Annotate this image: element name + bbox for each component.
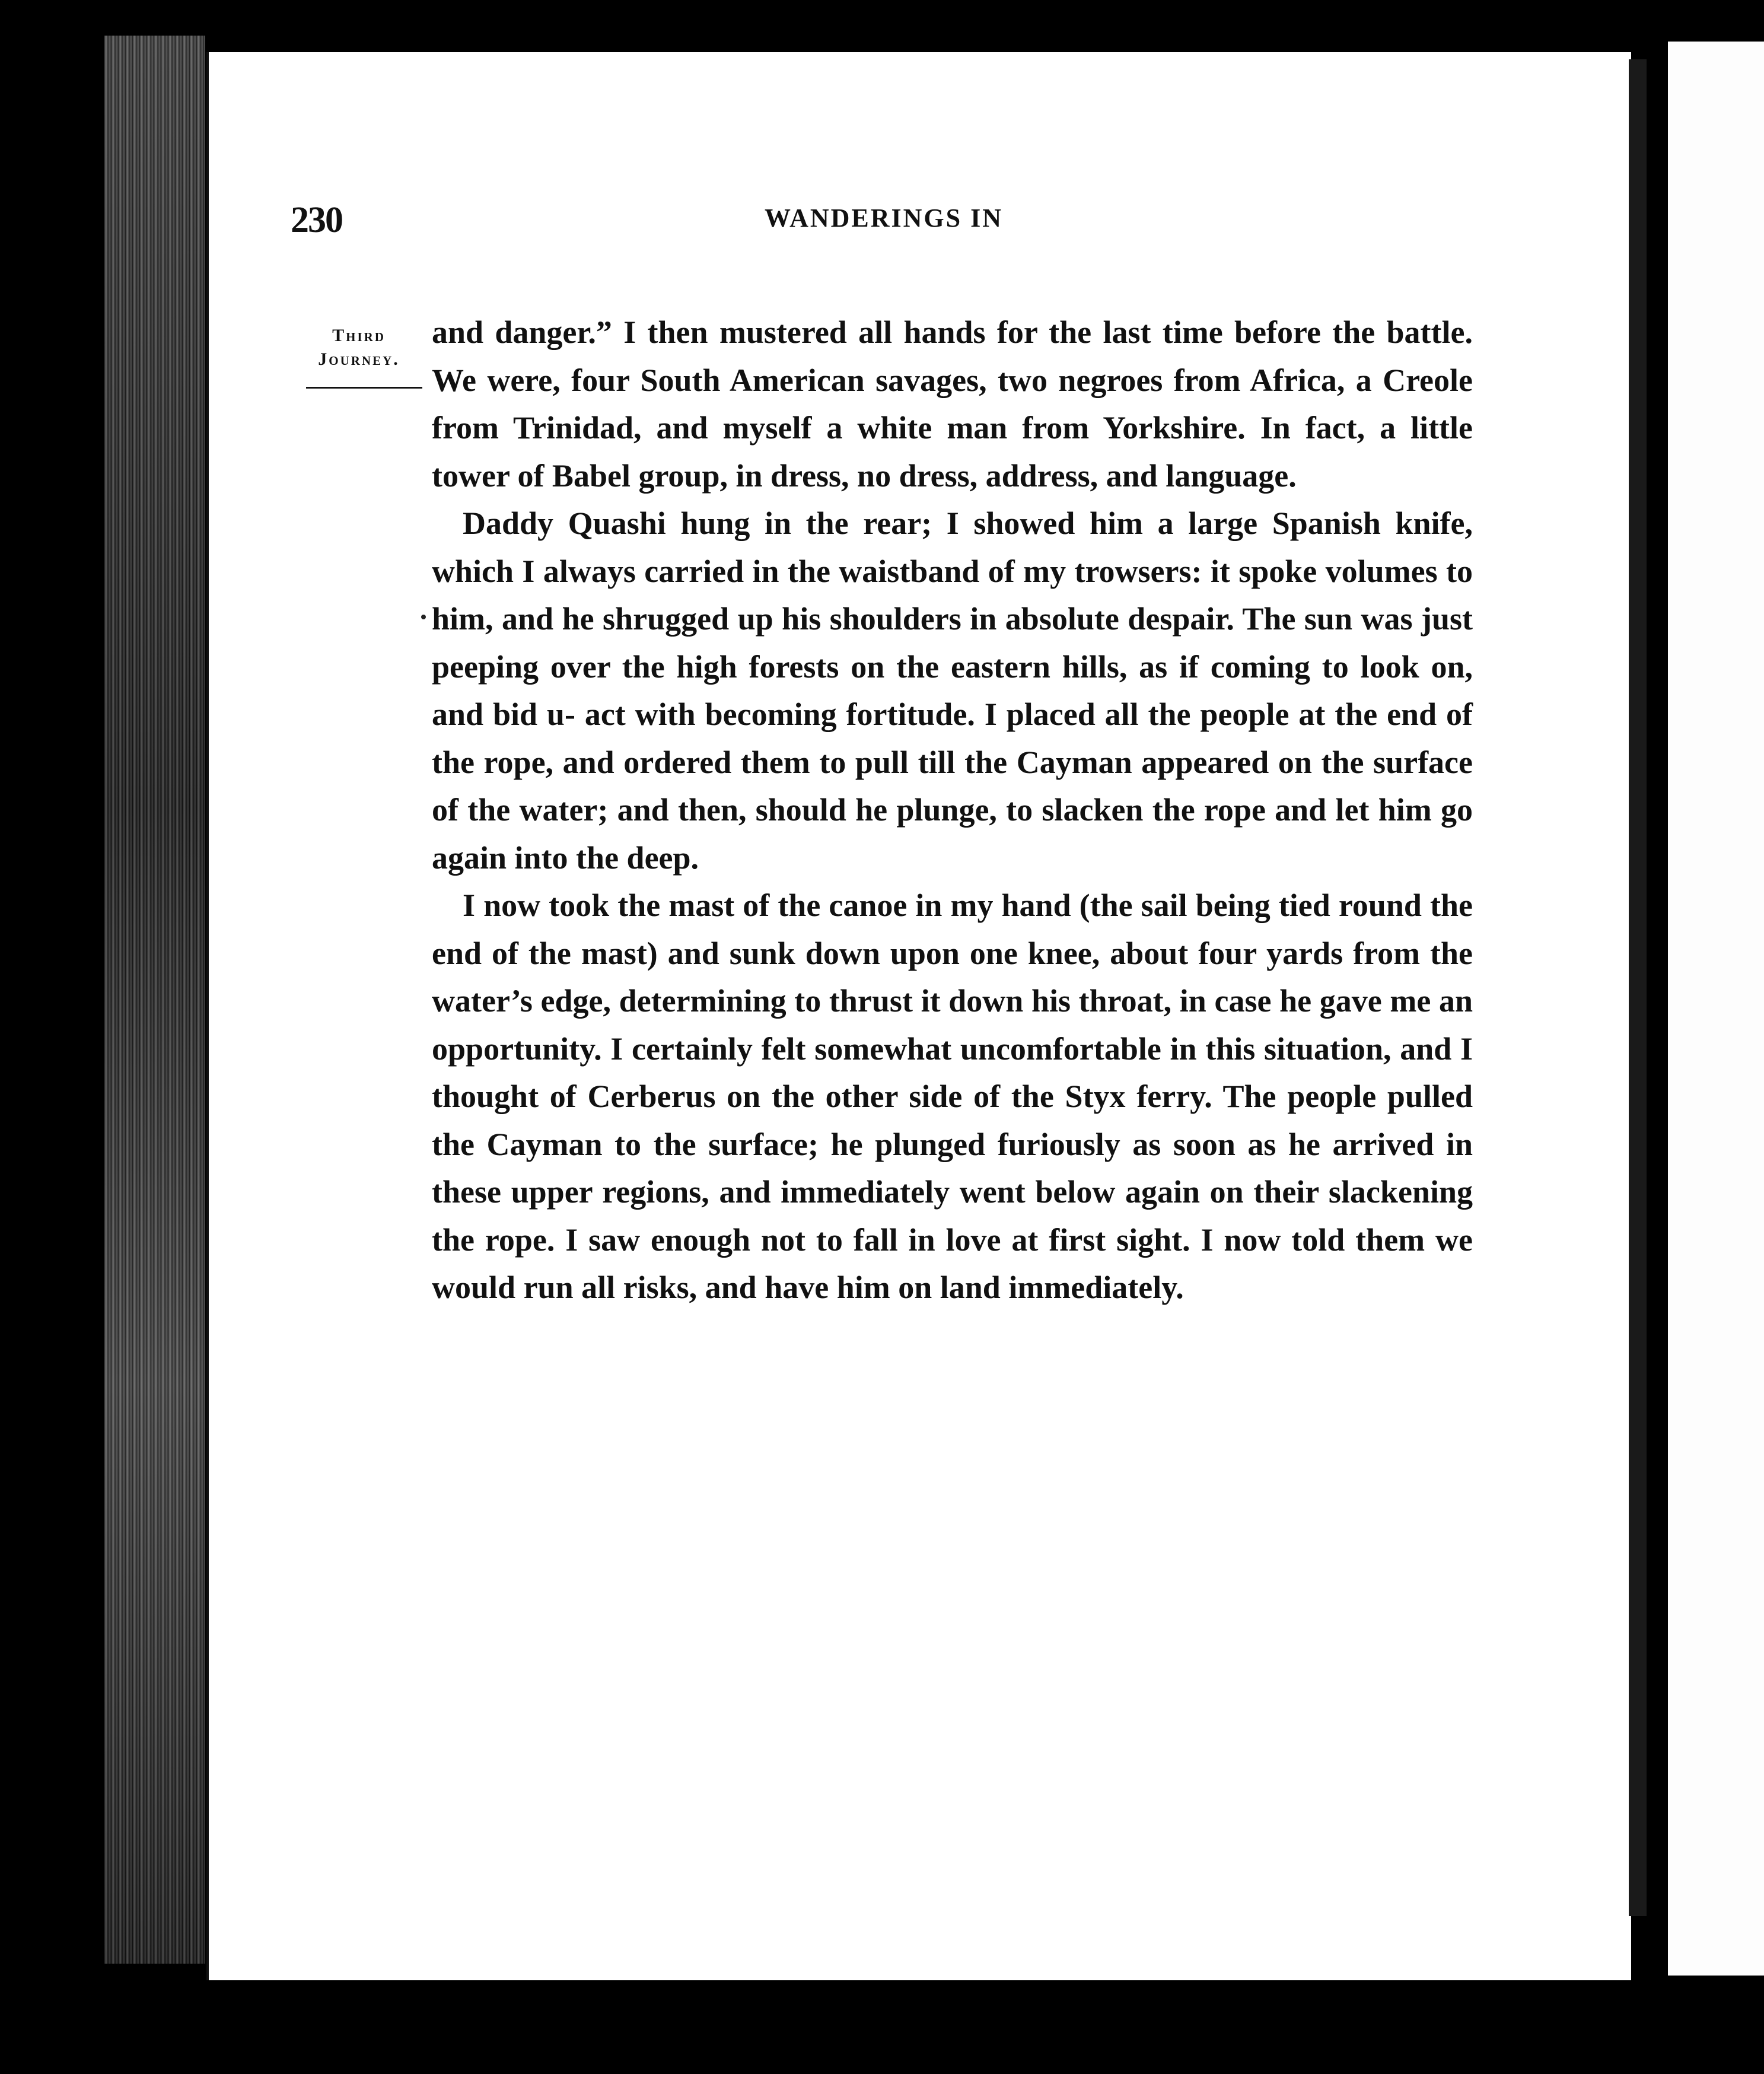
- side-note: [297, 324, 421, 371]
- facing-page-edge: [1668, 42, 1764, 1976]
- side-note-line-1: Third: [332, 326, 386, 345]
- paragraph: and danger.” I then mustered all hands for the last time before the battle. We were, four South American savages, two negroes from Africa, a Creole from Trinidad, and myself a white man from Yorkshire. In fact, a little tower of Babel group, in dress, no dress, address, and language.: [432, 314, 1473, 494]
- page-gutter-edge: [1629, 59, 1647, 1916]
- side-note-line-2: Journey.: [318, 349, 400, 369]
- paragraph: I now took the mast of the canoe in my hand (the sail being tied round the end of the mast) and sunk down upon one knee, about four yards from the water’s edge, determining to thrust it down his throat, in case he gave me an opportunity. I certainly felt somewhat uncomfortable in this situation, and I thought of Cerberus on the other side of the Styx ferry. The people pulled the Cayman to the surface; he plunged furiously as soon as he arrived in these upper regions, and immediately went below again on their slackening the rope. I saw enough not to fall in love at first sight. I now told them we would run all risks, and have him on land immediately.: [432, 888, 1473, 1305]
- body-text: [432, 308, 1473, 1312]
- running-head: WANDERINGS IN: [764, 203, 1004, 233]
- page-number: 230: [291, 200, 342, 240]
- spine-shading: [104, 36, 205, 1964]
- ink-speck: [421, 615, 426, 619]
- side-note-rule: [306, 387, 422, 389]
- paragraph: Daddy Quashi hung in the rear; I showed him a large Spanish knife, which I always carried in the waistband of my trowsers: it spoke volumes to him, and he shrugged up his shoulders in absolute despair. The sun was just peeping over the high forests on the eastern hills, as if coming to look on, and bid u- act with becoming fortitude. I placed all the people at the end of the rope, and ordered them to pull till the Cayman appeared on the surface of the water; and then, should he plunge, to slacken the rope and let him go again into the deep.: [432, 505, 1473, 876]
